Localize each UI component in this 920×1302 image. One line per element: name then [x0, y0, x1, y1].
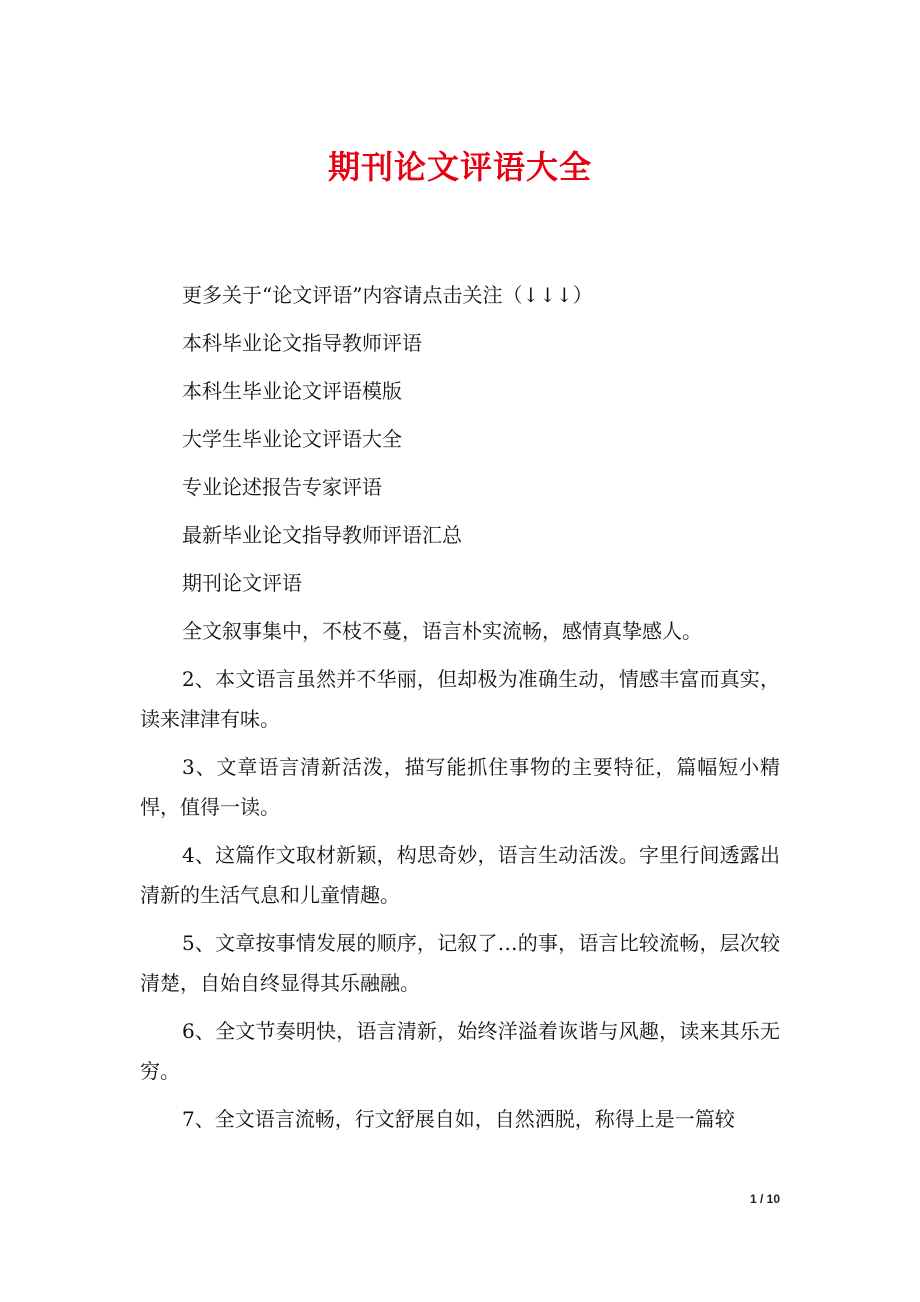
paragraph: 全文叙事集中，不枝不蔓，语言朴实流畅，感情真挚感人。: [182, 619, 702, 643]
link-item[interactable]: 专业论述报告专家评语: [182, 475, 382, 499]
document-title: 期刊论文评语大全: [327, 148, 592, 186]
paragraph: 2、本文语言虽然并不华丽，但却极为准确生动，情感丰富而真实，读来津津有味。: [140, 667, 780, 731]
intro-line: 更多关于“论文评语”内容请点击关注（↓↓↓）: [182, 283, 593, 307]
paragraph: 7、全文语言流畅，行文舒展自如，自然洒脱，称得上是一篇较: [182, 1107, 735, 1131]
paragraph: 4、这篇作文取材新颖，构思奇妙，语言生动活泼。字里行间透露出清新的生活气息和儿童情趣。: [140, 843, 780, 907]
paragraph: 5、文章按事情发展的顺序，记叙了…的事，语言比较流畅，层次较清楚，自始自终显得其乐融融。: [140, 931, 780, 995]
link-item[interactable]: 最新毕业论文指导教师评语汇总: [182, 523, 462, 547]
link-item[interactable]: 本科毕业论文指导教师评语: [182, 331, 422, 355]
link-item[interactable]: 本科生毕业论文评语模版: [182, 379, 402, 403]
document-body: [140, 275, 780, 1147]
link-item[interactable]: 期刊论文评语: [182, 571, 302, 595]
paragraph: 6、全文节奏明快，语言清新，始终洋溢着诙谐与风趣，读来其乐无穷。: [140, 1019, 780, 1083]
page-number: 1 / 10: [749, 1192, 780, 1206]
link-item[interactable]: 大学生毕业论文评语大全: [182, 427, 402, 451]
paragraph: 3、文章语言清新活泼，描写能抓住事物的主要特征，篇幅短小精悍，值得一读。: [140, 755, 780, 819]
